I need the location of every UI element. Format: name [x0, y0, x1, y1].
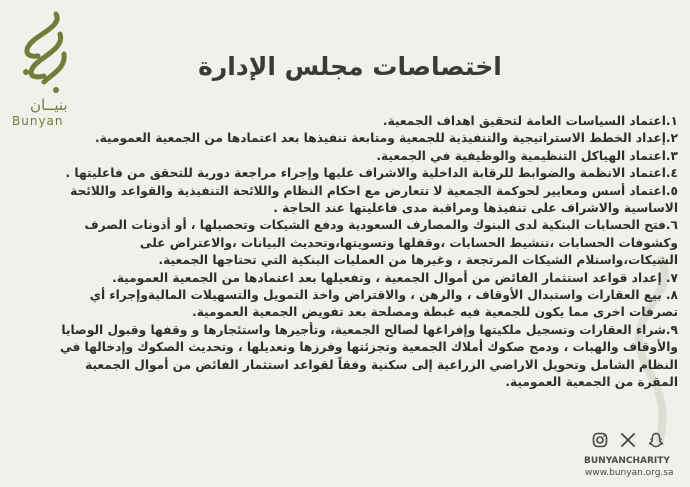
social-icons	[590, 430, 666, 450]
page-title: اختصاصات مجلس الإدارة	[198, 52, 502, 81]
list-item: ١.اعتماد السياسات العامة لتحقيق اهداف الجمعية.	[382, 114, 678, 128]
logo-english-name: Bunyan	[12, 114, 64, 128]
instagram-icon[interactable]	[590, 430, 610, 450]
items-list	[48, 113, 678, 392]
list-item: ٢.إعداد الخطط الاستراتيجية والتنفيذية للجمعية ومتابعة تنفيذها بعد اعتمادها من الجمعية العمومية.	[95, 131, 678, 146]
list-item: ٦.فتح الحسابات البنكية لدى البنوك والمصارف السعودية ودفع الشيكات وتحصيلها ، أو أذونات الصرف وكشوفات الحسابات ،تنشيط الحسابات ،وقفلها وتسويتها،وتحديث البيانات ،والاعتراض على الشيكات،واستلام الشيكات المرتجعة ، وغيرها من العمليات البنكية التي تحتاجها الجمعية.	[84, 218, 678, 268]
logo-mark-icon	[4, 10, 74, 100]
list-item: ٤.اعتماد الانظمة والضوابط للرقابة الداخلية والاشراف عليها وإجراء مراجعة دورية للتحقق من فاعليتها .	[65, 166, 678, 181]
logo-arabic-name: بنيــان	[30, 96, 68, 114]
social-handle: BUNYANCHARITY	[584, 456, 670, 466]
x-icon[interactable]	[618, 430, 638, 450]
list-item: ٧. إعداد قواعد استثمار الفائض من أموال الجمعية ، وتفعيلها بعد اعتمادها من الجمعية العمومية.	[112, 270, 678, 285]
website-url[interactable]: www.bunyan.org.sa	[585, 468, 674, 478]
list-item: ٩.شراء العقارات وتسجيل ملكيتها وإفراغها لصالح الجمعية، وتأجيرها واستئجارها و وقفها وقبول الوصايا والأوقاف والهبات ، ودمج صكوك أملاك الجمعية وتجزئتها وفرزها وتعديلها ، وتحديث الصكوك وإدخالها في النظام الشامل وتحويل الاراضي الزراعية إلى سكنية وفقاً لقواعد استثمار الفائض من أموال الجمعية المقرة من الجمعية العمومية.	[60, 322, 678, 390]
list-item: ٣.اعتماد الهياكل التنظيمية والوظيفية في الجمعية.	[376, 148, 678, 163]
list-item: ٨. بيع العقارات واستبدال الأوقاف ، والرهن ، والاقتراض واخذ التمويل والتسهيلات الماليةوإجراء أي تصرفات اخرى مما يكون للجمعية فيه غبطة ومصلحة بعد تفويض الجمعية العمومية.	[89, 288, 678, 320]
bunyan-logo	[4, 10, 74, 130]
snapchat-icon[interactable]	[646, 430, 666, 450]
list-item: ٥.اعتماد أسس ومعايير لحوكمة الجمعية لا تتعارض مع احكام النظام واللائحة التنفيذية والقواعد واللائحة الاساسية والاشراف على تنفيذها ومراقبة مدى فاعليتها عند الحاجة .	[70, 183, 678, 216]
